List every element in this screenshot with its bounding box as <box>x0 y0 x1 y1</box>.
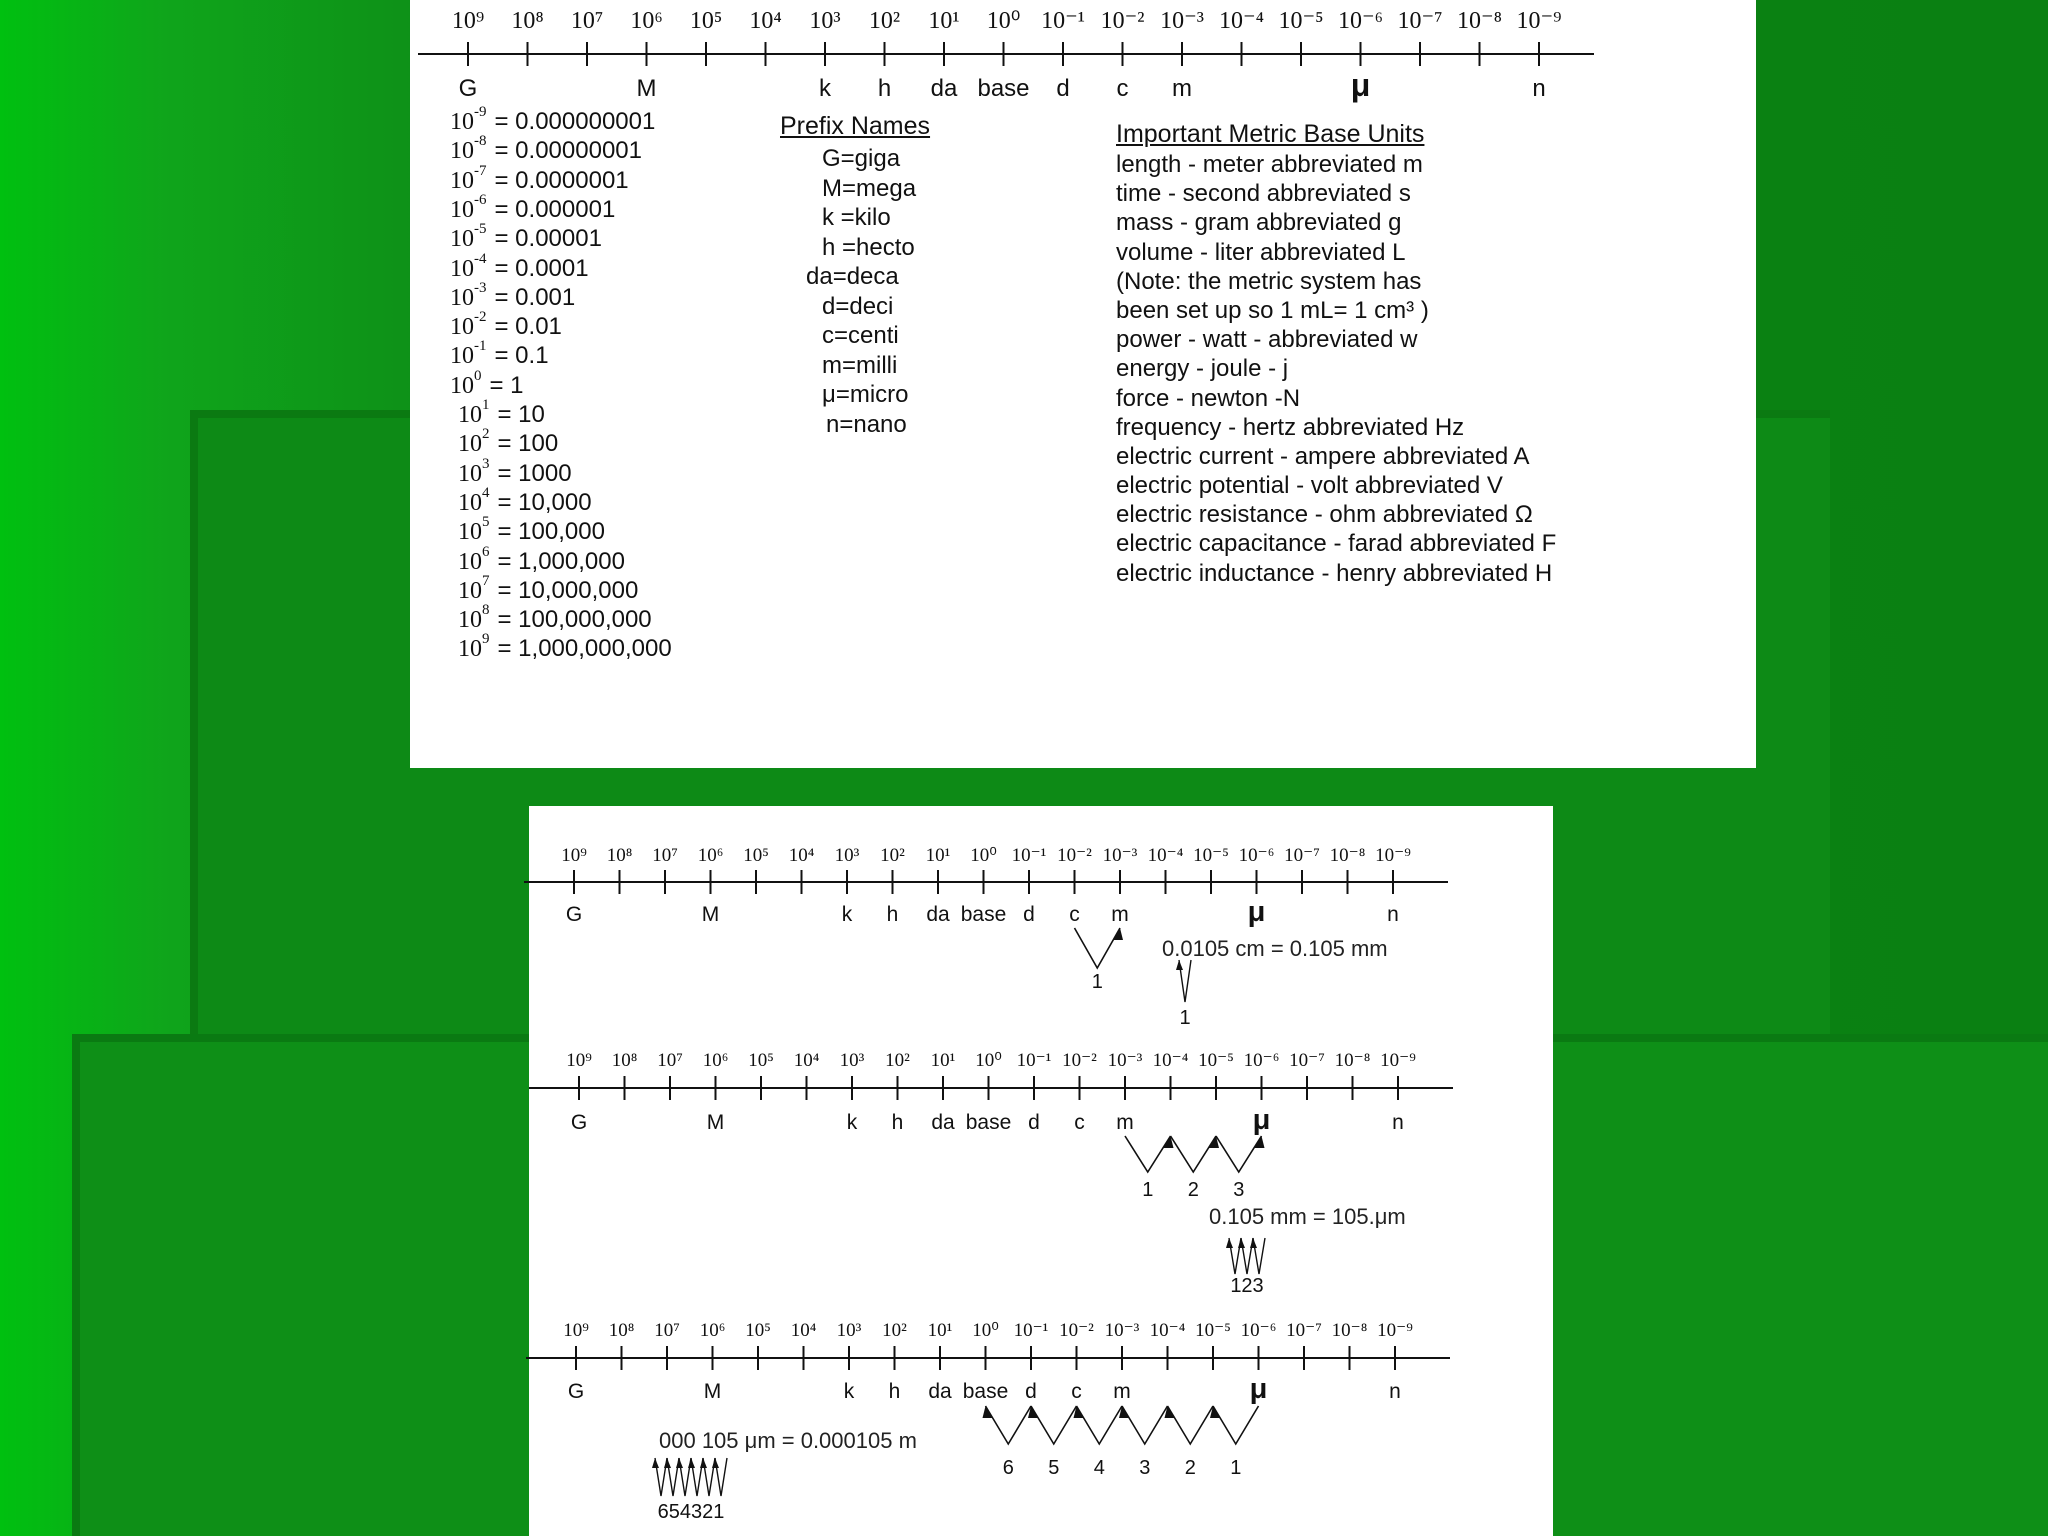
power-value: = 0.01 <box>494 313 562 341</box>
scale-power-label: 10⁻² <box>1057 845 1092 866</box>
conversion-examples-panel <box>529 806 1553 1536</box>
scale-prefix-d: d <box>1056 75 1070 102</box>
scale-prefix-c: c <box>1069 903 1080 926</box>
scale-prefix-h: h <box>886 903 899 926</box>
scale-prefix-d: d <box>1028 1111 1040 1134</box>
power-exponent: 9 <box>482 631 490 648</box>
scale-power-label: 10² <box>868 8 901 34</box>
prefix-name-item: m=milli <box>822 351 898 379</box>
power-base: 10 <box>450 372 474 399</box>
scale-power-label: 10⁻² <box>1100 8 1145 34</box>
power-value: = 0.000001 <box>494 195 616 223</box>
scale-power-label: 10⁻⁹ <box>1375 845 1411 866</box>
scale-power-label: 10⁰ <box>972 1320 999 1341</box>
power-value: = 0.001 <box>494 283 576 311</box>
scale-prefix-base: base <box>977 75 1030 102</box>
conversion-3-hop-label: 6 <box>1002 1457 1014 1479</box>
scale-power-label: 10⁻¹ <box>1011 845 1047 866</box>
scale-prefix-k: k <box>819 75 831 102</box>
scale-power-label: 10⁶ <box>699 1320 726 1341</box>
conversion-3-decimal-arrowhead <box>712 1458 719 1468</box>
power-value: = 0.0000001 <box>494 166 629 194</box>
scale-power-label: 10⁻¹ <box>1041 8 1085 34</box>
power-of-ten-row <box>458 631 672 663</box>
conversion-3-decimal-arrowhead <box>676 1458 683 1468</box>
scale-power-label: 10⁻⁴ <box>1147 845 1184 866</box>
power-expression <box>458 514 490 546</box>
conversion-3-hop-label: 2 <box>1184 1457 1196 1479</box>
scale-prefix-base: base <box>962 1380 1009 1403</box>
power-base: 10 <box>450 226 474 253</box>
scale-power-label: 10⁻⁷ <box>1286 1320 1322 1341</box>
scale-prefix-M: M <box>636 75 657 102</box>
scale-prefix-micro: μ <box>1350 67 1371 103</box>
power-base: 10 <box>450 109 474 135</box>
scale-power-label: 10⁻⁹ <box>1380 1050 1416 1071</box>
power-base: 10 <box>450 255 474 282</box>
power-exponent: -1 <box>474 338 487 355</box>
scale-prefix-n: n <box>1392 1111 1404 1134</box>
scale-power-label: 10¹ <box>930 1050 956 1071</box>
power-value: = 100 <box>497 430 559 458</box>
conversion-equation-1: 0.0105 cm = 0.105 mm <box>1162 936 1388 961</box>
power-exponent: 5 <box>482 514 490 531</box>
power-base: 10 <box>450 343 474 370</box>
scale-prefix-G: G <box>570 1111 588 1134</box>
power-base: 10 <box>458 402 482 428</box>
conversion-2-decimal-count-label: 123 <box>1230 1275 1264 1297</box>
scale-prefix-G: G <box>458 75 478 102</box>
scale-power-label: 10⁻⁴ <box>1149 1320 1186 1341</box>
scale-power-label: 10⁻⁸ <box>1334 1050 1371 1071</box>
power-value: = 0.0001 <box>494 254 589 282</box>
scale-power-label: 10⁻² <box>1062 1050 1097 1071</box>
power-value: = 0.000000001 <box>494 108 656 135</box>
scale-power-label: 10⁷ <box>652 845 678 866</box>
scale-power-label: 10⁻⁷ <box>1284 845 1320 866</box>
power-exponent: -2 <box>474 309 487 326</box>
power-of-ten-row <box>450 309 562 341</box>
scale-power-label: 10¹ <box>928 8 960 34</box>
prefix-names-title: Prefix Names <box>780 112 931 140</box>
power-expression <box>450 221 487 253</box>
power-expression <box>458 426 490 458</box>
power-of-ten-row <box>458 397 545 429</box>
scale-prefix-da: da <box>928 1380 952 1403</box>
base-unit-item: electric potential - volt abbreviated V <box>1116 472 1503 500</box>
power-expression <box>458 484 490 516</box>
scale-power-label: 10⁻³ <box>1107 1050 1143 1071</box>
power-exponent: 3 <box>482 455 490 472</box>
scale-power-label: 10⁻⁹ <box>1516 8 1562 34</box>
scale-prefix-G: G <box>565 903 583 926</box>
scale-power-label: 10⁴ <box>749 8 782 34</box>
power-expression <box>458 602 490 634</box>
power-of-ten-row <box>458 543 625 576</box>
scale-power-label: 10³ <box>834 845 860 866</box>
scale-power-label: 10⁻⁷ <box>1289 1050 1325 1071</box>
power-of-ten-row <box>450 250 589 283</box>
scale-power-label: 10⁻³ <box>1160 8 1204 34</box>
power-value: = 0.1 <box>494 342 549 370</box>
conversion-3-hop-label: 4 <box>1093 1457 1105 1479</box>
prefix-name-item: μ=micro <box>822 381 909 408</box>
scale-power-label: 10⁸ <box>511 8 544 34</box>
conversion-3-hop-label: 3 <box>1139 1457 1151 1479</box>
base-unit-item: power - watt - abbreviated w <box>1116 326 1418 354</box>
scale-power-label: 10⁻² <box>1059 1320 1094 1341</box>
power-expression <box>450 104 487 135</box>
scale-prefix-micro: μ <box>1249 1373 1268 1405</box>
scale-power-label: 10⁹ <box>563 1320 589 1341</box>
power-base: 10 <box>450 196 474 223</box>
scale-prefix-d: d <box>1025 1380 1037 1403</box>
conversion-3-hop-label: 1 <box>1230 1457 1242 1479</box>
conversion-3-hop <box>1122 1406 1168 1444</box>
conversion-3-hop <box>1168 1406 1214 1444</box>
power-base: 10 <box>458 519 482 546</box>
scale-power-label: 10⁻¹ <box>1016 1050 1052 1071</box>
scale-power-label: 10¹ <box>925 845 951 866</box>
scale-prefix-n: n <box>1532 75 1546 102</box>
prefix-names-list <box>780 145 930 440</box>
scale-prefix-h: h <box>891 1111 904 1134</box>
scale-power-label: 10⁻¹ <box>1013 1320 1049 1341</box>
scale-power-label: 10⁷ <box>657 1050 683 1071</box>
power-base: 10 <box>458 431 482 458</box>
scale-power-label: 10⁰ <box>970 845 997 866</box>
power-value: = 0.00000001 <box>494 137 642 165</box>
scale-prefix-base: base <box>960 903 1007 926</box>
scale-prefix-c: c <box>1071 1380 1082 1403</box>
scale-power-label: 10⁶ <box>697 845 724 866</box>
conversion-3-decimal-arrowhead <box>688 1458 695 1468</box>
scale-prefix-m: m <box>1111 903 1129 926</box>
scale-power-label: 10⁰ <box>975 1050 1002 1071</box>
scale-prefix-da: da <box>930 75 958 102</box>
scale-power-label: 10² <box>885 1050 910 1071</box>
conversion-2-hop-label: 1 <box>1142 1179 1154 1201</box>
scale-prefix-n: n <box>1389 1380 1401 1403</box>
prefix-name-item: d=deci <box>822 292 894 320</box>
scale-power-label: 10⁻⁸ <box>1456 8 1503 34</box>
scale-prefix-da: da <box>931 1111 955 1134</box>
scale-power-label: 10⁻⁵ <box>1193 845 1229 866</box>
conversion-3-hop <box>986 1406 1032 1444</box>
power-expression <box>450 191 487 223</box>
power-value: = 1 <box>489 371 524 399</box>
power-exponent: -8 <box>474 133 487 150</box>
scale-prefix-m: m <box>1172 75 1192 102</box>
scale-power-label: 10⁻⁶ <box>1238 845 1275 866</box>
scale-power-label: 10⁻⁴ <box>1218 8 1265 34</box>
conversion-3-decimal-arrowhead <box>700 1458 707 1468</box>
power-exponent: 6 <box>482 543 490 560</box>
scale-prefix-m: m <box>1113 1380 1131 1403</box>
power-value: = 10 <box>497 401 545 428</box>
power-expression <box>450 338 487 370</box>
power-exponent: 1 <box>482 397 490 413</box>
scale-prefix-base: base <box>965 1111 1012 1134</box>
power-expression <box>450 309 487 341</box>
power-value: = 10,000 <box>497 488 592 516</box>
base-unit-item: electric resistance - ohm abbreviated Ω <box>1116 501 1533 529</box>
conversion-equation-2: 0.105 mm = 105.μm <box>1209 1204 1406 1229</box>
scale-prefix-c: c <box>1116 75 1129 102</box>
scale-power-label: 10⁴ <box>793 1050 820 1071</box>
scale-power-label: 10⁻⁶ <box>1240 1320 1277 1341</box>
scale-prefix-n: n <box>1387 903 1399 926</box>
scale-prefix-h: h <box>877 75 892 102</box>
power-base: 10 <box>450 167 474 194</box>
base-unit-item: volume - liter abbreviated L <box>1116 238 1406 266</box>
power-of-ten-row <box>458 572 639 605</box>
scale-prefix-k: k <box>841 903 853 926</box>
power-of-ten-row <box>450 221 602 253</box>
metric-prefix-scale <box>410 0 1756 110</box>
scale-power-label: 10⁻⁸ <box>1329 845 1366 866</box>
scale-power-label: 10⁸ <box>606 845 633 866</box>
scale-power-label: 10⁻⁵ <box>1195 1320 1231 1341</box>
power-exponent: 8 <box>482 602 490 619</box>
prefix-names-section <box>780 112 930 440</box>
power-base: 10 <box>458 489 482 516</box>
prefix-name-item: h =hecto <box>822 233 915 261</box>
base-unit-item: energy - joule - j <box>1116 355 1289 383</box>
scale-power-label: 10⁹ <box>566 1050 592 1071</box>
scale-power-label: 10⁵ <box>743 845 769 866</box>
scale-prefix-k: k <box>843 1380 855 1403</box>
scale-power-label: 10⁻⁶ <box>1243 1050 1280 1071</box>
base-unit-item: (Note: the metric system has <box>1116 267 1422 295</box>
power-exponent: 0 <box>474 367 482 384</box>
power-value: = 10,000,000 <box>497 576 639 604</box>
power-expression <box>450 250 487 282</box>
base-units-list <box>1116 151 1556 589</box>
power-base: 10 <box>458 577 482 604</box>
scale-prefix-M: M <box>706 1111 725 1134</box>
conversion-3-hop <box>1031 1406 1077 1444</box>
conversion-3-decimal-arrowhead <box>652 1458 659 1468</box>
base-unit-item: electric inductance - henry abbreviated H <box>1116 559 1553 587</box>
scale-power-label: 10⁵ <box>748 1050 774 1071</box>
scale-prefix-M: M <box>701 903 720 926</box>
base-unit-item: been set up so 1 mL= 1 cm³ ) <box>1116 296 1429 324</box>
scale-power-label: 10⁻³ <box>1102 845 1138 866</box>
conversion-1-decimal-count-label: 1 <box>1179 1007 1191 1029</box>
scale-power-label: 10⁻³ <box>1104 1320 1140 1341</box>
prefix-name-item: n=nano <box>826 410 907 438</box>
power-of-ten-row <box>458 514 605 546</box>
power-exponent: 2 <box>482 426 490 443</box>
power-expression <box>450 133 487 165</box>
scale-power-label: 10⁻⁹ <box>1377 1320 1413 1341</box>
scale-power-label: 10¹ <box>927 1320 953 1341</box>
scale-power-label: 10⁸ <box>611 1050 638 1071</box>
power-exponent: -6 <box>474 191 487 208</box>
power-exponent: -4 <box>474 250 487 267</box>
conversion-scale-3 <box>529 806 1553 1536</box>
prefix-name-item: c=centi <box>822 322 899 349</box>
power-of-ten-row <box>450 133 642 165</box>
scale-power-label: 10² <box>880 845 905 866</box>
scale-prefix-G: G <box>567 1380 585 1403</box>
scale-power-label: 10³ <box>836 1320 862 1341</box>
conversion-1-hop-label: 1 <box>1091 971 1103 993</box>
power-of-ten-row <box>450 279 576 312</box>
power-exponent: 7 <box>482 572 490 589</box>
scale-power-label: 10⁻⁵ <box>1198 1050 1234 1071</box>
scale-power-label: 10⁻⁸ <box>1331 1320 1368 1341</box>
power-base: 10 <box>450 284 474 311</box>
scale-power-label: 10⁰ <box>986 8 1021 34</box>
scale-prefix-da: da <box>926 903 950 926</box>
power-expression <box>450 367 482 399</box>
conversion-equation-3: 000 105 μm = 0.000105 m <box>659 1428 917 1453</box>
power-exponent: -3 <box>474 279 487 296</box>
scale-prefix-micro: μ <box>1247 896 1266 928</box>
power-expression <box>450 162 487 194</box>
base-unit-item: length - meter abbreviated m <box>1116 151 1423 178</box>
scale-prefix-h: h <box>888 1380 901 1403</box>
scale-power-label: 10⁸ <box>608 1320 635 1341</box>
power-expression <box>458 543 490 575</box>
prefix-name-item: G=giga <box>822 145 901 172</box>
base-unit-item: time - second abbreviated s <box>1116 180 1411 208</box>
base-unit-item: frequency - hertz abbreviated Hz <box>1116 413 1465 441</box>
scale-power-label: 10⁵ <box>745 1320 771 1341</box>
scale-power-label: 10⁻⁴ <box>1152 1050 1189 1071</box>
conversion-2-hop-label: 2 <box>1187 1179 1199 1201</box>
scale-prefix-c: c <box>1074 1111 1085 1134</box>
base-unit-item: electric current - ampere abbreviated A <box>1116 442 1530 470</box>
power-value: = 1000 <box>497 459 572 487</box>
conversion-3-hop <box>1077 1406 1123 1444</box>
base-unit-item: force - newton -N <box>1116 384 1301 412</box>
power-of-ten-row <box>450 104 656 136</box>
scale-power-label: 10⁻⁶ <box>1337 8 1384 34</box>
reference-panel <box>410 0 1756 768</box>
conversion-3-hop <box>1213 1406 1259 1444</box>
scale-power-label: 10⁻⁵ <box>1278 8 1324 34</box>
power-value: = 0.00001 <box>494 225 602 253</box>
power-expression <box>458 397 490 428</box>
scale-prefix-M: M <box>703 1380 722 1403</box>
power-of-ten-row <box>458 455 572 488</box>
scale-prefix-m: m <box>1116 1111 1134 1134</box>
prefix-name-item: k =kilo <box>822 204 891 231</box>
prefix-name-item: da=deca <box>806 263 899 290</box>
power-value: = 100,000,000 <box>497 606 652 634</box>
power-value: = 1,000,000 <box>497 547 625 575</box>
scale-power-label: 10⁹ <box>451 8 485 34</box>
power-of-ten-row <box>450 338 549 370</box>
scale-power-label: 10³ <box>809 8 841 34</box>
power-exponent: -9 <box>474 104 487 120</box>
scale-power-label: 10⁷ <box>654 1320 680 1341</box>
conversion-3-decimal-count-label: 654321 <box>657 1501 725 1523</box>
scale-power-label: 10⁹ <box>561 845 587 866</box>
base-unit-item: mass - gram abbreviated g <box>1116 209 1402 237</box>
scale-power-label: 10⁶ <box>702 1050 729 1071</box>
power-base: 10 <box>458 607 482 634</box>
scale-power-label: 10⁴ <box>788 845 815 866</box>
power-exponent: 4 <box>482 484 490 501</box>
conversion-2-hop-label: 3 <box>1233 1179 1245 1201</box>
scale-power-label: 10² <box>882 1320 907 1341</box>
power-base: 10 <box>458 636 482 663</box>
power-exponent: -5 <box>474 221 487 238</box>
power-of-ten-row <box>450 191 616 224</box>
scale-power-label: 10⁴ <box>790 1320 817 1341</box>
power-of-ten-row <box>450 162 629 195</box>
scale-prefix-d: d <box>1023 903 1035 926</box>
power-exponent: -7 <box>474 162 487 179</box>
scale-power-label: 10⁷ <box>570 8 604 34</box>
power-expression <box>458 631 490 663</box>
prefix-name-item: M=mega <box>822 174 917 202</box>
base-unit-item: electric capacitance - farad abbreviated F <box>1116 530 1557 558</box>
power-value: = 100,000 <box>497 518 605 546</box>
scale-power-label: 10⁵ <box>689 8 723 34</box>
power-of-ten-row <box>458 484 592 517</box>
power-base: 10 <box>458 460 482 487</box>
power-value: = 1,000,000,000 <box>497 635 672 663</box>
scale-power-label: 10³ <box>839 1050 865 1071</box>
base-units-section <box>1116 120 1556 589</box>
power-base: 10 <box>450 314 474 341</box>
scale-power-label: 10⁻⁷ <box>1397 8 1443 34</box>
power-of-ten-row <box>458 602 652 634</box>
conversion-3-decimal-arrowhead <box>664 1458 671 1468</box>
power-expression <box>458 572 490 604</box>
base-units-title: Important Metric Base Units <box>1116 120 1425 148</box>
power-of-ten-row <box>458 426 559 458</box>
power-expression <box>458 455 490 487</box>
power-base: 10 <box>458 548 482 575</box>
scale-prefix-k: k <box>846 1111 858 1134</box>
power-of-ten-row <box>450 367 524 400</box>
scale-prefix-micro: μ <box>1252 1104 1271 1136</box>
scale-power-label: 10⁶ <box>630 8 663 34</box>
power-expression <box>450 279 487 311</box>
conversion-3-hop-label: 5 <box>1048 1457 1060 1479</box>
power-base: 10 <box>450 138 474 165</box>
